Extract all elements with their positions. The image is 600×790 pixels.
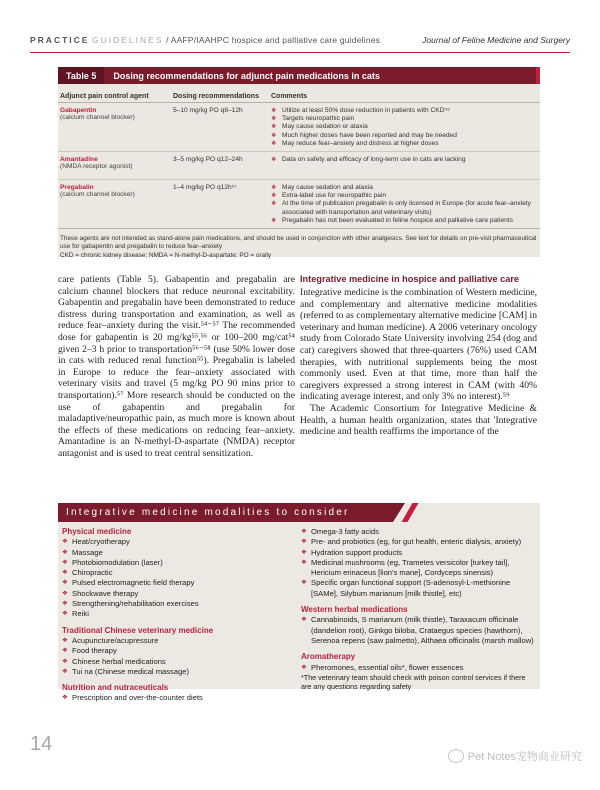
body-left-column: [58, 274, 295, 460]
box-item: ❖ Medicinal mushrooms (eg, Trametes versicolor [turkey tail], Hericium erinaceus [lion's mane], Cordyceps sinensis): [301, 558, 537, 579]
dosing-table: [58, 67, 540, 257]
table-row: [58, 152, 540, 180]
section-heading: Integrative medicine in hospice and palliative care: [300, 274, 520, 284]
box-title: Integrative medicine modalities to consider: [58, 503, 393, 522]
body-paragraph: care patients (Table 5). Gabapentin and pregabalin are calcium channel blockers that reduce neuronal excitability. Gabapentin and pregabalin have been demonstrated to reduce distress during transportation and examination, as well as reduce fear–anxiety during the visit.⁵⁴⁻⁵⁷ The recommended dose for gabapentin is 20 mg/kg⁵⁵,⁵⁶ or 100–200 mg/cat⁵⁴ given 2–3 h prior to transportation⁵⁶⁻⁵⁸ (use 50% lower dose in cats with reduced renal function⁵⁵). Pregabalin is labeled in Europe to reduce the fear–anxiety associated with veterinary visits and travel (5 mg/kg PO 90 mins prior to transportation).⁵⁷ More research should be conducted on the use of gabapentin and pregabalin for maladaptive/neuropathic pain, as much more is known about the effects of these medications on reducing fear–anxiety. Amantadine is an N-methyl-D-aspartate (NMDA) receptor antagonist and is used to treat central sensitization.: [58, 274, 295, 459]
watermark: [448, 748, 582, 764]
box-item: ❖ Pre- and probiotics (eg, for gut health, enteric dialysis, anxiety): [301, 537, 537, 547]
agent-name: Pregabalin: [60, 184, 94, 192]
box-title-bar: [58, 503, 540, 522]
agent-class: (NMDA receptor agonist): [60, 163, 133, 171]
box-heading: Traditional Chinese veterinary medicine: [62, 625, 214, 635]
comment-item: ❖ Pregabalin has not been evaluated in feline hospice and palliative care patients: [271, 217, 540, 225]
dose-cell: 5–10 mg/kg PO q8–12h: [173, 107, 243, 114]
box-item: ❖ Pulsed electromagnetic field therapy: [62, 578, 292, 588]
comment-item: ❖ Extra-label use for neuropathic pain: [271, 192, 540, 200]
table-header-agent: Adjunct pain control agent: [60, 93, 149, 100]
chat-bubble-icon: [448, 749, 464, 763]
box-item: ❖ Pheromones, essential oils*, flower essences: [301, 663, 537, 673]
table-footnote-2: CKD = chronic kidney disease; NMDA = N-methyl-D-aspartate; PO = orally: [60, 251, 272, 259]
comments-cell: [271, 156, 540, 170]
watermark-text: Pet Notes宠物商业研究: [467, 751, 582, 763]
box-heading: Aromatherapy: [301, 652, 356, 662]
box-item: ❖ Prescription and over-the-counter diets: [62, 693, 292, 703]
header-divider: [30, 52, 570, 53]
box-item: ❖ Massage: [62, 548, 292, 558]
body-paragraph: The Academic Consortium for Integrative Medicine & Health, a human health organization, states that 'Integrative medicine and health reaffirms the importance of the: [300, 402, 537, 438]
running-header: [30, 35, 570, 49]
table-row: [58, 103, 540, 152]
body-right-column: [300, 274, 537, 438]
table-header-comments: Comments: [271, 93, 308, 100]
box-item: ❖ Acupuncture/acupressure: [62, 636, 292, 646]
box-item: ❖ Strengthening/rehabilitation exercises: [62, 599, 292, 609]
box-heading: Nutrition and nutraceuticals: [62, 683, 169, 693]
box-item: ❖ Heat/cryotherapy: [62, 537, 292, 547]
box-safety-note: *The veterinary team should check with poison control services if there are any questions regarding safety: [301, 672, 526, 692]
box-item: ❖ Omega-3 fatty acids: [301, 527, 537, 537]
header-guidelines: GUIDELINES: [92, 35, 164, 45]
agent-name: Amantadine: [60, 156, 98, 164]
box-item: ❖ Cannabinoids, S marianum (milk thistle), Taraxacum officinale (dandelion root), Ginkgo biloba, Crataegus species (hawthorn), Serenoa repens (saw palmetto), Althaea officinalis (marsh mallow): [301, 615, 537, 646]
comment-item: ❖ Targets neuropathic pain: [271, 115, 540, 123]
box-item: ❖ Shockwave therapy: [62, 589, 292, 599]
table-number: Table 5: [58, 67, 104, 84]
box-item: ❖ Chiropractic: [62, 568, 292, 578]
table-footnote: [58, 229, 540, 260]
comment-item: ❖ May reduce fear–anxiety and distress at higher doses: [271, 140, 540, 148]
box-heading: Western herbal medications: [301, 605, 408, 615]
box-item: ❖ Tui na (Chinese medical massage): [62, 667, 292, 677]
journal-name: Journal of Feline Medicine and Surgery: [422, 35, 570, 45]
table-row: [58, 180, 540, 229]
box-left-column: [62, 527, 292, 704]
box-right-column: [301, 527, 537, 692]
table-title-bar: [58, 67, 540, 84]
table-footnote-1: These agents are not intended as stand-alone pain medications, and should be used in conjunction with other analgesics. See text for details on pre-visit pharmaceutical use for gabapentin and pregabalin to reduce fear–anxiety: [60, 235, 537, 251]
agent-class: (calcium channel blocker): [60, 191, 135, 199]
box-item: ❖ Chinese herbal medications: [62, 657, 292, 667]
page-number: 14: [30, 733, 53, 755]
agent-class: (calcium channel blocker): [60, 114, 135, 121]
comment-item: ❖ Much higher doses have been reported and may be needed: [271, 132, 540, 140]
box-item: ❖ Reiki: [62, 609, 292, 619]
agent-name: Gabapentin: [60, 107, 97, 114]
header-practice: PRACTICE: [30, 35, 90, 45]
modalities-box: [58, 503, 540, 703]
box-item: ❖ Food therapy: [62, 646, 292, 656]
table-header-dose: Dosing recommendations: [173, 93, 259, 100]
table-accent: [536, 67, 540, 84]
header-slash: /: [163, 35, 171, 45]
comment-item: ❖ May cause sedation or ataxia: [271, 123, 540, 131]
table-title: Dosing recommendations for adjunct pain medications in cats: [113, 70, 380, 81]
comment-item: ❖ May cause sedation and ataxia: [271, 184, 540, 192]
comment-item: ❖ At the time of publication pregabalin is only licensed in Europe (for acute fear–anxiety associated with transportation and veterinary visits): [271, 200, 540, 216]
body-paragraph: Integrative medicine is the combination of Western medicine, and complementary and alternative medicine modalities (referred to as complementary alternative medicine [CAM] in veterinary and human medicine). A 2006 veterinary oncology study from Colorado State University involving 254 (dog and cat) caregivers showed that three-quarters (76%) used CAM therapies, with nutritional supplements being the most commonly used. Even at that time, more than half the caregivers expressed a strong interest in CAM (with 40% indicating average interest, and only 3% no interest).⁵⁹: [300, 287, 537, 403]
box-item: ❖ Specific organ functional support (S-adenosyl-L-methionine [SAMe], Silybum marianum [milk thistle], etc): [301, 578, 537, 599]
dose-cell: 3–5 mg/kg PO q12–24h: [173, 156, 243, 164]
box-item: ❖ Photobiomodulation (laser): [62, 558, 292, 568]
dose-cell: 1–4 mg/kg PO q12h⁵⁷: [173, 184, 237, 192]
comment-item: ❖ Data on safety and efficacy of long-term use in cats are lacking: [271, 156, 540, 164]
comment-item: ❖ Utilize at least 50% dose reduction in patients with CKD⁵⁵: [271, 107, 540, 115]
header-section: AAFP/IAAHPC hospice and palliative care guidelines: [170, 35, 381, 45]
header-left: [30, 35, 380, 45]
comments-cell: [271, 184, 540, 225]
box-heading: Physical medicine: [62, 527, 132, 536]
box-item: ❖ Hydration support products: [301, 548, 537, 558]
table-header-row: [58, 84, 540, 103]
comments-cell: [271, 107, 540, 148]
